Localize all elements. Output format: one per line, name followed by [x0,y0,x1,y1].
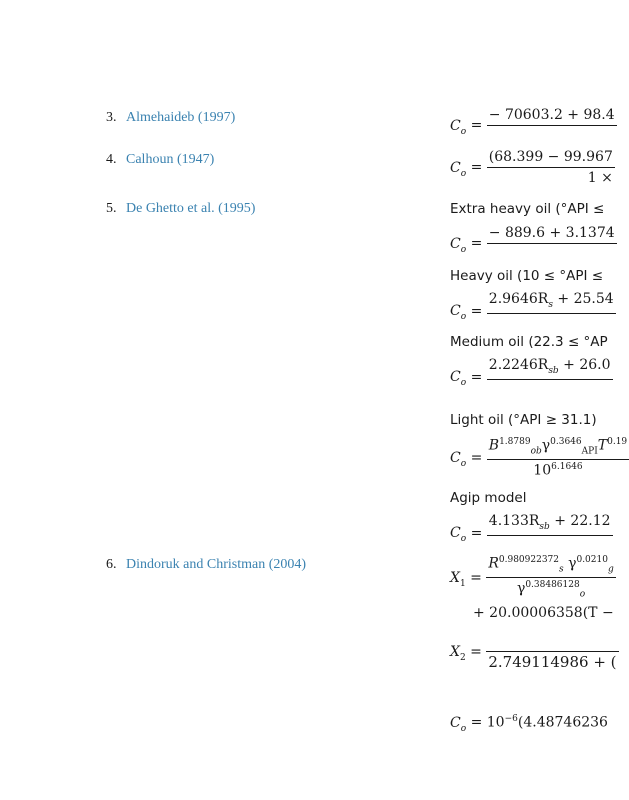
heavy-oil-label: Heavy oil (10 ≤ °API ≤ [450,268,604,284]
numerator-rest: + 25.54 [552,291,614,307]
equation-extra-heavy: $C_o$ = − 889.6 + 3.1374 [450,226,617,261]
equation-x1: $X_1$ = $\frac{R^{0.980922372}_s \gamma^{0.0210}_g}{\gamma^{0.38486128}_o}$ [450,555,614,600]
numerator: − 70603.2 + 98.4 [488,107,615,123]
equation-calhoun: $C_o$ = $\frac{(68.399 - 99.967}{1 \times}$ [450,149,613,186]
denominator: 10 [533,463,552,480]
exponent-g: 0.0210 [576,555,608,565]
numerator: 2.2246R [488,357,549,373]
equation-x1-continuation: + 20.00006358(T − [473,605,614,621]
denominator-exponent: 6.1646 [551,462,583,473]
numerator: 4.133R [488,513,540,529]
numerator: (68.399 − 99.967 [488,149,613,165]
equation-agip: $C_o$ = $4.133R_{sb} + 22.12$ [450,514,613,553]
item-number: 6. [106,557,117,572]
coefficient: (4.48746236 [517,714,608,731]
item-number: 4. [106,152,117,167]
extra-heavy-oil-label: Extra heavy oil (°API ≤ [450,201,605,217]
denominator: 1 × [487,167,615,185]
numerator-rest: + 26.0 [558,357,611,373]
item-number: 5. [106,201,117,216]
agip-model-label: Agip model [450,490,527,506]
equation-x2: $X_2$ = 2.749114986 + ( [450,644,617,671]
equation-heavy: $C_o$ = $2.9646R_s + 25.54$ [450,292,616,331]
equals-ten: = 10 [470,714,505,731]
reference-link-calhoun[interactable]: Calhoun (1947) [126,152,215,167]
equation-co-final: $C_o = 10^{-6}(4.48746236$ [450,714,608,734]
reference-link-dindoruk[interactable]: Dindoruk and Christman (2004) [126,557,307,572]
numerator-rest: + 22.12 [549,513,611,529]
exponent-o: 0.38486128 [525,580,580,591]
exponent-rs: 0.980922372 [498,555,560,565]
equation-medium: $C_o$ = $2.2246R_{sb} + 26.0$ [450,358,613,397]
exponent: −6 [504,714,518,724]
reference-link-almehaideb[interactable]: Almehaideb (1997) [126,110,236,125]
denominator: 2.749114986 + ( [488,653,617,671]
equation-light: $C_o$ = $\frac{B^{1.8789}_{ob}\gamma^{0.3646}_{API}T^{0.19}}{10^{6.1646}}$ [450,437,628,480]
numerator: 2.9646R [488,291,549,307]
numerator: − 889.6 + 3.1374 [488,225,615,241]
reference-link-de-ghetto[interactable]: De Ghetto et al. (1995) [126,201,256,216]
light-oil-label: Light oil (°API ≥ 31.1) [450,412,597,428]
medium-oil-label: Medium oil (22.3 ≤ °AP [450,334,608,350]
item-number: 3. [106,110,117,125]
equation-almehaideb: $C_o$ = − 70603.2 + 98.4 [450,108,617,143]
